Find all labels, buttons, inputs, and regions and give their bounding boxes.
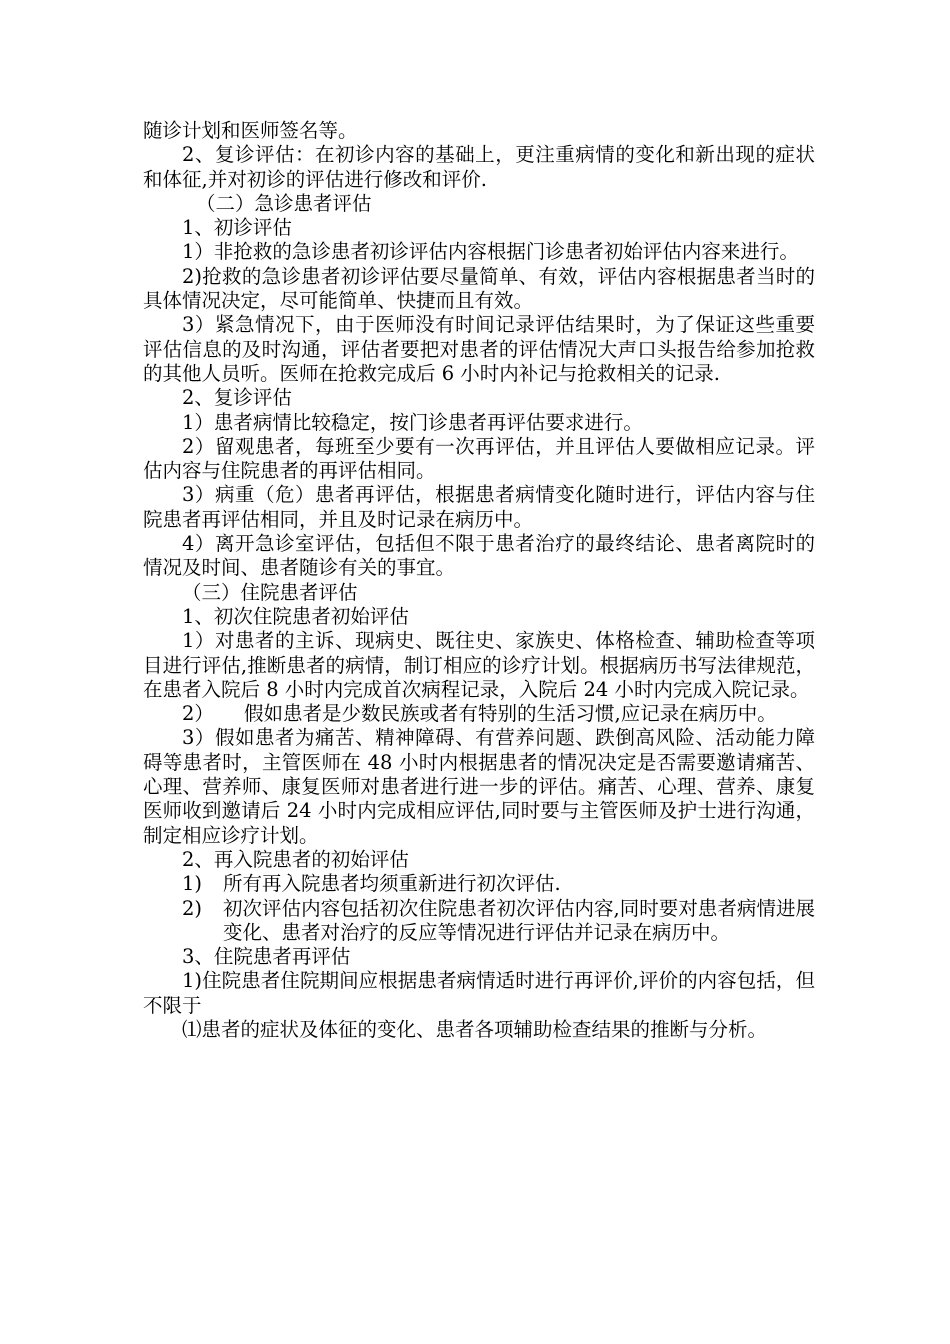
subsection-heading: 3、住院患者再评估 [182, 945, 351, 969]
paragraph: ⑴患者的症状及体征的变化、患者各项辅助检查结果的推断与分析。 [182, 1017, 768, 1041]
list-item-text: 初次评估内容包括初次住院患者初次评估内容,同时要对患者病情进展变化、患者对治疗的反应等情况进行评估并记录在病历中。 [223, 896, 815, 944]
paragraph: 1）非抢救的急诊患者初诊评估内容根据门诊患者初始评估内容来进行。 [182, 240, 799, 264]
paragraph: 3）病重（危）患者再评估，根据患者病情变化随时进行，评估内容与住院患者再评估相同，并且及时记录在病历中。 [143, 483, 815, 531]
subsection-heading: 1、初诊评估 [182, 216, 292, 240]
paragraph: 2)抢救的急诊患者初诊评估要尽量简单、有效，评估内容根据患者当时的具体情况决定，尽可能简单、快捷而且有效。 [143, 264, 815, 313]
list-item [143, 872, 815, 896]
list-item [143, 897, 815, 946]
paragraph: 2、复诊评估：在初诊内容的基础上，更注重病情的变化和新出现的症状和体征,并对初诊的评估进行修改和评价. [143, 143, 815, 191]
paragraph: 1)住院患者住院期间应根据患者病情适时进行再评价,评价的内容包括，但不限于 [143, 969, 815, 1017]
paragraph: 2）留观患者，每班至少要有一次再评估，并且评估人要做相应记录。评估内容与住院患者的再评估相同。 [143, 434, 815, 483]
subsection-heading: 2、复诊评估 [182, 386, 292, 410]
section-heading: （三）住院患者评估 [182, 580, 358, 604]
list-item-number: 2） [182, 702, 214, 726]
document-body [143, 119, 815, 1042]
section-heading: （二）急诊患者评估 [196, 191, 372, 215]
list-item-number: 1) [182, 872, 203, 896]
paragraph: 3）假如患者为痛苦、精神障碍、有营养问题、跌倒高风险、活动能力障碍等患者时，主管医师在 48 小时内根据患者的情况决定是否需要邀请痛苦、心理、营养师、康复医师对患者进行进一步的评估。痛苦、心理、营养、康复医师收到邀请后 24 小时内完成相应评估,同时要与主管医师及护士进行沟通，制定相应诊疗计划。 [143, 726, 815, 847]
paragraph: 3）紧急情况下，由于医师没有时间记录评估结果时，为了保证这些重要评估信息的及时沟通，评估者要把对患者的评估情况大声口头报告给参加抢救的其他人员听。医师在抢救完成后 6 小时内补记与抢救相关的记录. [143, 313, 815, 385]
paragraph: 1）患者病情比较稳定，按门诊患者再评估要求进行。 [182, 410, 643, 434]
paragraph: 随诊计划和医师签名等。 [143, 119, 358, 142]
subsection-heading: 2、再入院患者的初始评估 [182, 847, 409, 871]
list-item-text: 所有再入院患者均须重新进行初次评估. [223, 872, 561, 896]
paragraph: 4）离开急诊室评估，包括但不限于患者治疗的最终结论、患者离院时的情况及时间、患者随诊有关的事宜。 [143, 532, 815, 580]
list-item-text: 假如患者是少数民族或者有特别的生活习惯,应记录在病历中。 [244, 702, 777, 726]
paragraph: 1）对患者的主诉、现病史、既往史、家族史、体格检查、辅助检查等项目进行评估,推断患者的病情，制订相应的诊疗计划。根据病历书写法律规范，在患者入院后 8 小时内完成首次病程记录，入院后 24 小时内完成入院记录。 [143, 629, 815, 701]
list-item-number: 2) [182, 896, 203, 920]
subsection-heading: 1、初次住院患者初始评估 [182, 604, 409, 628]
list-item [143, 702, 815, 726]
